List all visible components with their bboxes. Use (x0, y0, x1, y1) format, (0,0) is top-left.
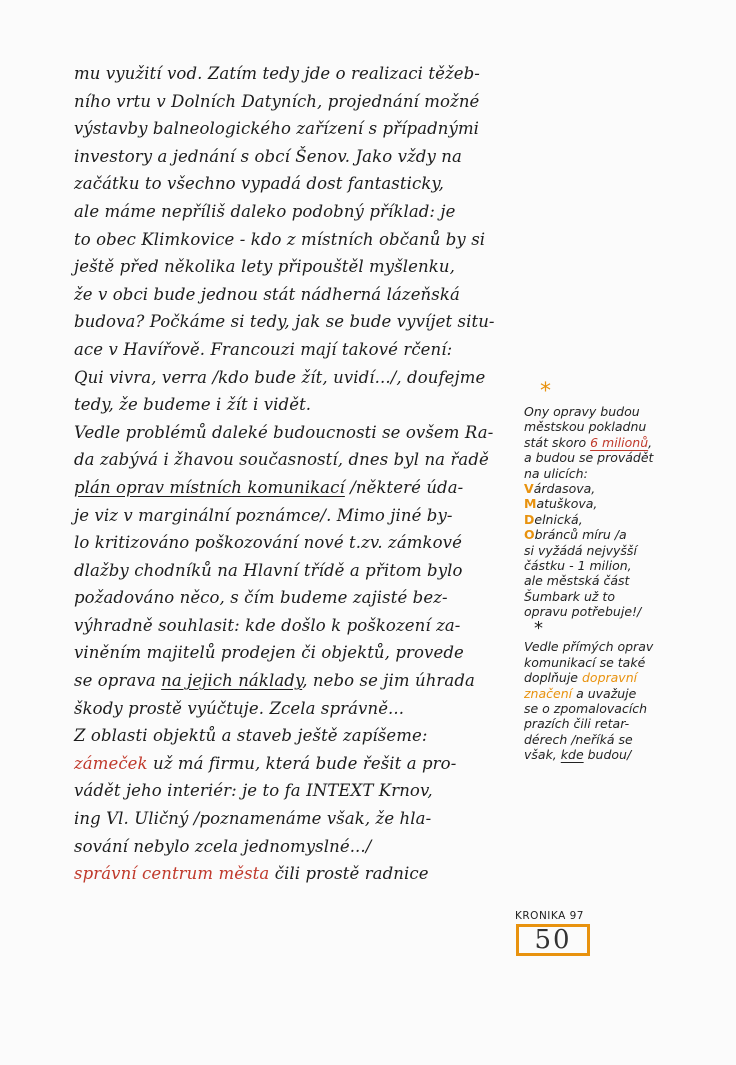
text-line: ale máme nepříliš daleko podobný příklad: je (74, 201, 456, 221)
note-line: komunikací se také (524, 654, 646, 670)
text-line: da zabývá i žhavou současností, dnes byl na řadě (74, 450, 489, 470)
note-line: si vyžádá nejvyšší (524, 542, 637, 558)
amount-highlight: 6 milionů (590, 434, 649, 450)
text-fragment: doplňuje (524, 670, 582, 686)
text-line: ing Vl. Uličný /poznamenáme však, že hla- (74, 809, 432, 829)
note-line: dérech /neříká se (524, 731, 633, 747)
text-line: že v obci bude jednou stát nádherná lázeňská (74, 284, 460, 304)
text-line: začátku to všechno vypadá dost fantasticky, (74, 174, 444, 194)
text-line: ace v Havířově. Francouzi mají takové rčení: (74, 339, 453, 359)
asterisk-icon: * (540, 379, 551, 404)
note-line: ale městská část (524, 573, 630, 589)
chronicle-label: KRONIKA 97 (515, 910, 584, 922)
text-line (74, 750, 514, 778)
street-initial: V (524, 480, 534, 496)
note-line: prazích čili retar- (524, 716, 630, 732)
underlined-word: kde (560, 747, 584, 763)
note-line: částku - 1 milion, (524, 557, 632, 573)
text-line: lo kritizováno poškozování nové t.zv. zámkové (74, 533, 462, 553)
text-fragment: budou/ (583, 747, 632, 763)
text-line: ního vrtu v Dolních Datyních, projednání možné (74, 91, 480, 111)
note-line: na ulicích: (524, 465, 588, 481)
text-line: to obec Klimkovice - kdo z místních občanů by si (74, 229, 486, 249)
text-line: mu využití vod. Zatím tedy jde o realizaci těžeb- (74, 64, 480, 83)
street-line (524, 481, 714, 496)
street-initial: M (524, 496, 537, 512)
highlight-phrase: dopravní (581, 670, 638, 686)
text-line: požadováno něco, s čím budeme zajisté bez- (74, 588, 448, 608)
text-fragment: se oprava (74, 671, 162, 691)
main-text-column (74, 60, 514, 888)
text-line: budova? Počkáme si tedy, jak se bude vyvíjet situ- (74, 312, 495, 332)
text-line: tedy, že budeme i žít i vidět. (74, 395, 312, 415)
text-fragment: stát skoro (524, 434, 591, 450)
text-line: sování nebylo zcela jednomyslné.../ (74, 836, 372, 856)
street-initial: D (524, 511, 535, 527)
note-line: městskou pokladnu (524, 419, 647, 435)
asterisk-icon: * (534, 618, 543, 640)
text-fragment: a uvažuje (572, 685, 637, 701)
text-line (74, 860, 514, 888)
highlight-phrase: značení (524, 685, 573, 701)
text-fragment: už má firmu, která bude řešit a pro- (147, 753, 457, 773)
text-fragment: , (648, 434, 653, 450)
text-line: Vedle problémů daleké budoucnosti se ovšem Ra- (74, 422, 494, 442)
street-name: bránců míru /a (534, 527, 627, 543)
text-line: výhradně souhlasit: kde došlo k poškození za- (74, 615, 461, 635)
note-line: Ony opravy budou (524, 404, 640, 419)
text-line: ještě před několika lety připouštěl myšlenku, (74, 257, 455, 277)
street-line (524, 512, 714, 527)
street-name: elnická, (534, 511, 583, 527)
note-line (524, 435, 714, 450)
note-line: opravu potřebuje!/ (524, 604, 642, 620)
text-line: investory a jednání s obcí Šenov. Jako vždy na (74, 146, 462, 166)
underlined-phrase: na jejich náklady (161, 671, 303, 691)
text-fragment: však, (524, 747, 561, 763)
text-line (74, 474, 514, 502)
note-line: Šumbark už to (524, 588, 615, 604)
street-initial: O (524, 527, 535, 543)
text-line (74, 667, 514, 695)
text-line: Qui vivra, verra /kdo bude žít, uvidí.../, doufejme (74, 367, 486, 387)
red-heading-word: zámeček (74, 753, 148, 773)
text-line: škody prostě vyúčtuje. Zcela správně... (74, 698, 405, 718)
red-heading-phrase: správní centrum města (74, 864, 270, 884)
marginal-note (524, 380, 714, 763)
note-line: Vedle přímých oprav (524, 639, 654, 655)
text-line: výstavby balneologického zařízení s případnými (74, 119, 480, 139)
note-line (524, 670, 714, 685)
note-line (524, 747, 714, 762)
street-line (524, 496, 714, 511)
street-name: atuškova, (536, 496, 598, 512)
text-fragment: /některé úda- (344, 477, 464, 497)
underlined-phrase: plán oprav místních komunikací (74, 477, 345, 497)
text-line: Z oblasti objektů a staveb ještě zapíšeme: (74, 726, 428, 746)
note-line: a budou se provádět (524, 450, 654, 466)
text-fragment: čili prostě radnice (269, 864, 429, 884)
text-line: viněním majitelů prodejen či objektů, provede (74, 643, 464, 663)
note-line (524, 686, 714, 701)
note-line: se o zpomalovacích (524, 701, 648, 717)
text-line: dlažby chodníků na Hlavní třídě a přitom bylo (74, 560, 463, 580)
text-line: vádět jeho interiér: je to fa INTEXT Krnov, (74, 781, 433, 801)
text-fragment: , nebo se jim úhrada (302, 671, 475, 691)
street-line (524, 527, 714, 542)
page-number: 50 (516, 924, 590, 956)
street-name: árdasova, (533, 480, 596, 496)
text-line: je viz v marginální poznámce/. Mimo jiné by- (74, 505, 453, 525)
